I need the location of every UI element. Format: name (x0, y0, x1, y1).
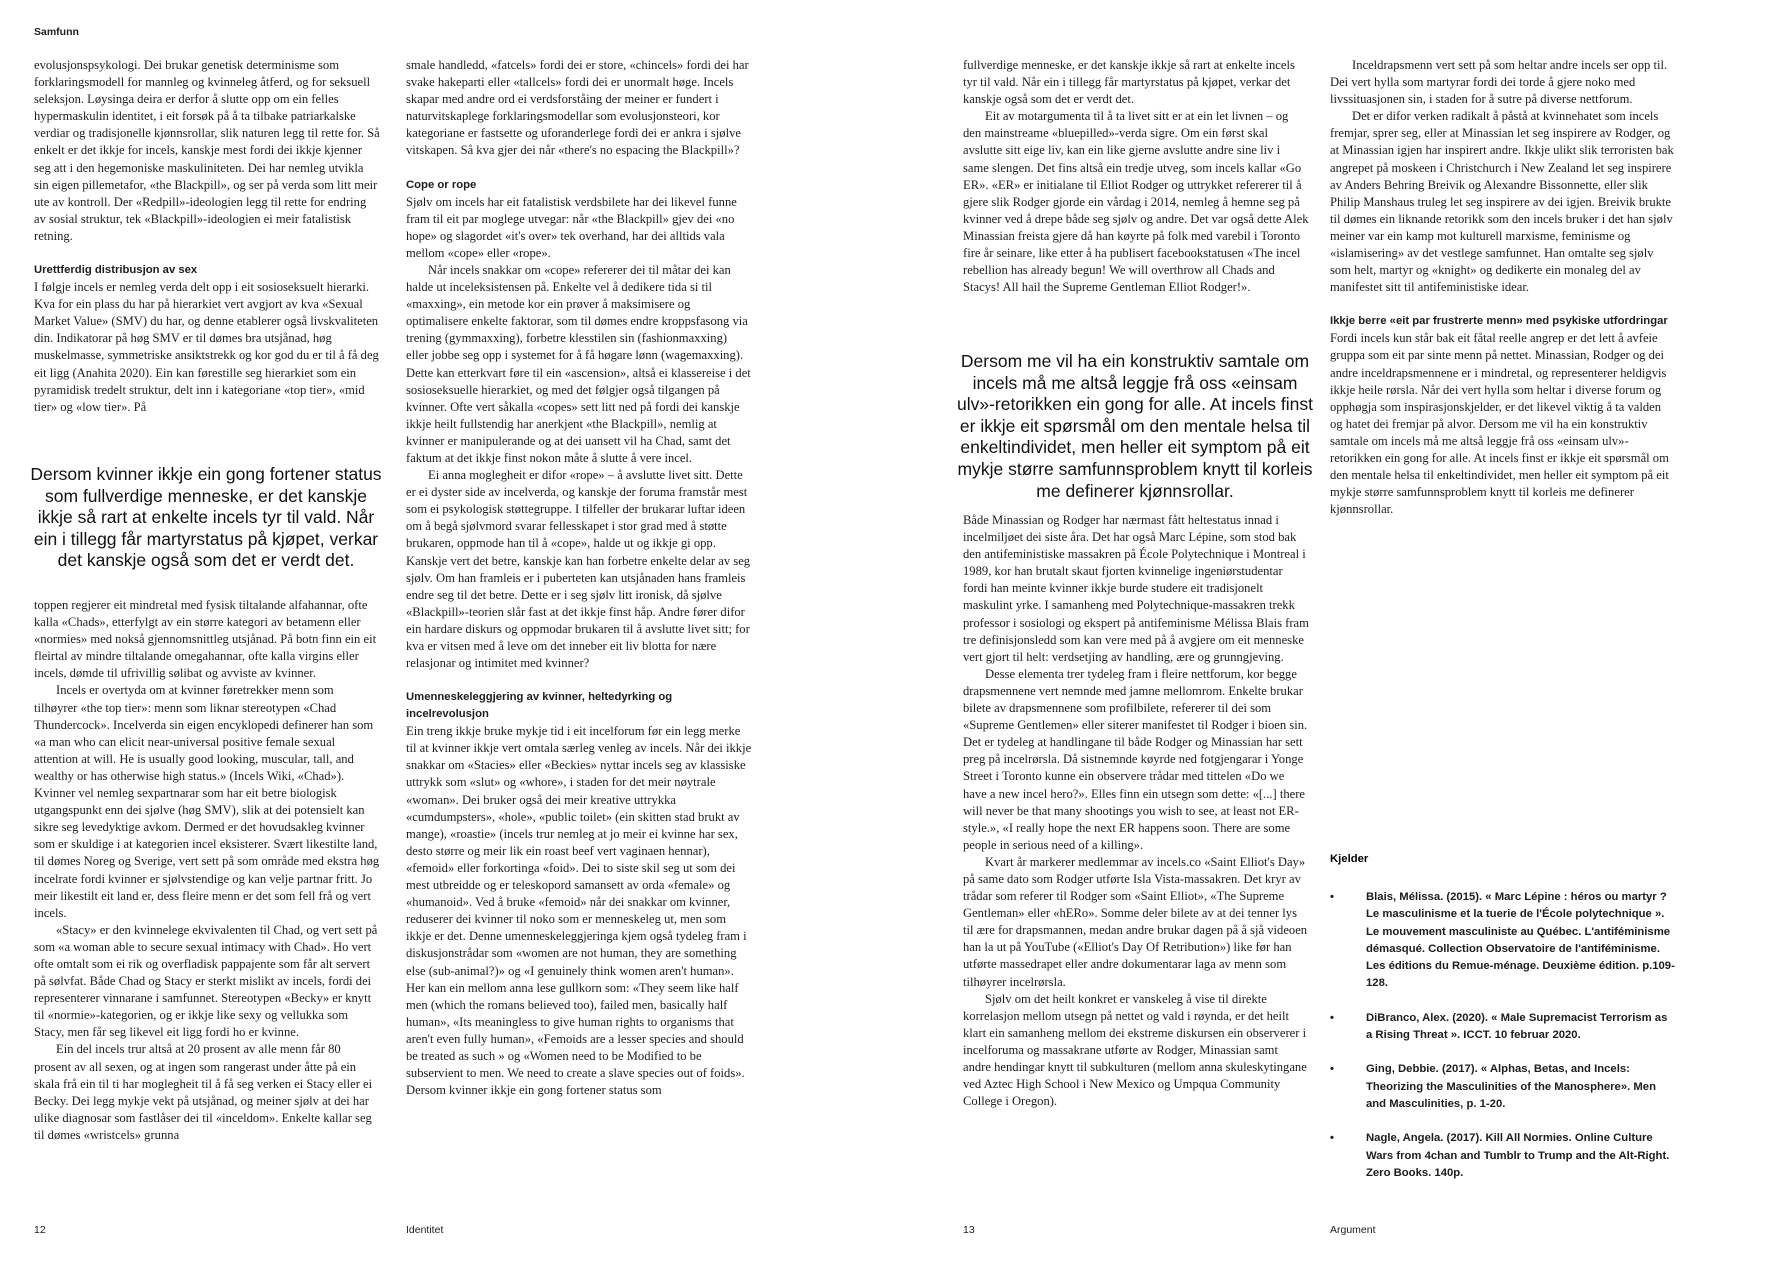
body-paragraph: Incels er overtyda om at kvinner føretrekker menn som tilhøyrer «the top tier»: menn som liknar stereotypen «Chad Thundercock». Incelverda sin eigen encyklopedi definerer han som «a man who can elicit near-universal positive female sexual attention at will. He is usually good looking, muscular, tall, and wealthy or has otherwise high status.» (Incels Wiki, «Chad»). Kvinner vel nemleg sexpartnarar som har eit betre biologisk utgangspunkt enn dei sjølve (høg SMV), slik at dei potensielt kan sikre seg levedyktige avkom. Dermed er det hovudsakleg kvinner som er skuldige i at kategorien incel eksisterer. Svært likestilte land, til dømes Noreg og Sverige, vert sett på som område med ekstra høg incelrate fordi kvinner er sjølvstendige og kan velje partnar fritt. Jo meir likestilt eit land er, dess fleire menn er det som fell frå og vert incels. (34, 683, 380, 920)
running-head: Samfunn (34, 26, 79, 38)
reference-text: Ging, Debbie. (2017). « Alphas, Betas, and Incels: Theorizing the Masculinities of the Manosphere». Men and Masculinities, p. 1-20. (1366, 1063, 1656, 1110)
bullet-icon: • (1330, 1063, 1334, 1076)
reference-item (1330, 1130, 1675, 1182)
section-heading: Ikkje berre «eit par frustrerte menn» med psykiske utfordringar (1330, 315, 1668, 328)
pull-quote-right (957, 351, 1313, 502)
section-label: Identitet (406, 1224, 444, 1236)
reference-text: Blais, Mélissa. (2015). « Marc Lépine : héros ou martyr ? Le masculinisme et la tuerie de l'École polytechnique ». Le mouvement masculiniste au Québec. L'antiféminisme démasqué. Collection Observatoire de l'antiféminisme. Les éditions du Remue-ménage. Deuxième édition. p.109-128. (1366, 891, 1675, 990)
paragraph-gap (406, 160, 752, 177)
paragraph-gap (406, 672, 752, 689)
body-paragraph: smale handledd, «fatcels» fordi dei er store, «chincels» fordi dei har svake hakeparti eller «tallcels» fordi dei er unormalt høge. Incels skapar med andre ord ei verdsforståing der meiner er fundert i naturvitskaplege forklaringsmodellar som evolusjonsteori, kor kategoriane er fastsette og uforanderlege fordi dei er ankra i sjølve vitskapen. Så kva gjer dei når «there's no espacing the Blackpill»? (406, 58, 749, 158)
body-paragraph: Eit av motargumenta til å ta livet sitt er at ein let livnen – og den mainstreame «bluepilled»-verda sigre. Om ein først skal avslutte sitt eige liv, kan ein like gjerne avslutte andre sine liv i same slengen. Det fins altså ein tredje utveg, som incels kallar «Go ER». «ER» er initialane til Elliot Rodger og uttrykket refererer til å gjere slik Rodger gjorde ein vårdag i 2014, nemleg å hemne seg på kvinner ved å drepe både seg sjølv og andre. Det var også dette Alek Minassian freista gjere då han køyrte på folk med varebil i Toronto fire år seinare, like etter å ha publisert facebookstatusen «The incel rebellion has already begun! We will overthrow all Chads and Stacys! All hail the Supreme Gentleman Elliot Rodger!». (963, 109, 1309, 295)
body-paragraph: toppen regjerer eit mindretal med fysisk tiltalande alfahannar, ofte kalla «Chads», etterfylgt av ein større kategori av betamenn eller «normies» med nokså gjennomsnittleg utsjånad. På botn finn ein eit fleirtal av mindre tiltalande omegahannar, ofte kalla virgins eller incels, dømde til ufrivillig sølibat og avviste av kvinner. (34, 598, 377, 681)
right-col1-bottom (963, 512, 1309, 1202)
reference-list (1330, 889, 1675, 1182)
body-paragraph: Ein treng ikkje bruke mykje tid i eit incelforum før ein legg merke til at kvinner ikkje vert omtala særleg venleg av incels. Når dei ikkje snakkar om «Stacies» eller «Beckies» nyttar incels seg av klassiske uttrykk som «slut» og «whore», i staden for det meir nøytrale «woman». Dei bruker også dei meir kreative uttrykka «cumdumpsters», «hole», «public toilet» (ein skitten stad brukt av mange), «roastie» (incels trur nemleg at jo meir ei kvinne har sex, desto større og meir lik ein roast beef vert vaginaen hennar), «femoid» eller forkortinga «foid». Dei to siste skil seg ut som dei mest utbreidde og er teleskopord samansett av orda «female» og «humanoid». Ved å bruke «femoid» når dei snakkar om kvinner, reduserer dei kvinner til noko som er menneskeleg ut, men som ikkje er det. Denne umenneskeleggjeringa kjem også tydeleg fram i diskusjonstrådar som «women are not human, they are something else (sub-animal?)» og «I genuinely think women aren't human». Her kan ein mellom anna lese gullkorn som: «They seem like half men (which the romans believed too), failed men, basically half human», «Its meaningless to give human rights to organisms that aren't even fully human», «Femoids are a lesser species and should be treated as such » og «Women need to be Modified to be subservient to men. We need to create a slave species out of foids». Dersom kvinner ikkje ein gong fortener status som (406, 724, 752, 1098)
reference-text: Nagle, Angela. (2017). Kill All Normies. Online Culture Wars from 4chan and Tumblr to Trump and the Alt-Right. Zero Books. 140p. (1366, 1132, 1670, 1179)
left-col1-top (34, 57, 380, 452)
body-paragraph: Sjølv om det heilt konkret er vanskeleg å vise til direkte korrelasjon mellom utsegn på nettet og vald i røynda, er det heilt klart ein samanheng mellom dei ekstreme diskursen ein observerer i incelforuma og massakrane utførte av Rodger, Minassian samt andre hendingar knytt til subkulturen (mellom anna skuleskytingane ved Aztec High School i New Mexico og Umpqua Community College i Oregon). (963, 991, 1307, 1109)
body-paragraph: Det er difor verken radikalt å påstå at kvinnehatet som incels fremjar, sprer seg, eller at Minassian let seg inspirere av Rodger, og at Minassian igjen har inspirert andre. Ikkje ulikt slik terroristen bak angrepet på moskeen i Christchurch i New Zealand let seg inspirere av Anders Behring Breivik og Alexandre Bissonnette, eller slik Philip Manshaus truleg let seg inspirere av dei igjen. Breivik brukte til dømes ein liknande retorikk som den incels bruker i det han sjølv meiner var ein kamp mot kulturell marxisme, feminisme og «islamisering» av det vestlege samfunnet. Han omtalte seg sjølv som helt, martyr og «knight» og dedikerte ein monaleg del av manifestet sitt til antifeministiske idear. (1330, 109, 1674, 295)
paragraph-gap (34, 245, 380, 262)
references (1330, 853, 1675, 1199)
section-heading: Urettferdig distribusjon av sex (34, 264, 198, 277)
body-paragraph: Både Minassian og Rodger har nærmast fått heltestatus innad i incelmiljøet dei siste åra. Det har også Marc Lépine, som stod bak den antifeministiske massakren på École Polytechnique i Montreal i 1989, kor han brutalt skaut fjorten kvinnelige ingeniørstudentar fordi han meinte kvinner ikkje burde studere eit tradisjonelt maskulint yrke. I samanheng med Polytechnique-massakren trekk professor i sosiologi og ekspert på antifeminisme Mélissa Blais fram tre definisjonsledd som kan vere med på å avgjere om eit menneske vert gjort til helt: verdsetjing av handling, ære og grunngjeving. (963, 513, 1309, 664)
right-page (893, 0, 1785, 1262)
body-paragraph: Ein del incels trur altså at 20 prosent av alle menn får 80 prosent av all sexen, og at ingen som rangerast under åtte på ein skala frå ein til ti har moglegheit til å få seg verken ei Stacy eller ei Becky. Dei legg mykje vekt på utsjånad, og meiner sjølv at dei har ulike diagnosar som fastlåser dei til «inceldom». Enkelte kallar seg til dømes «wristcels» grunna (34, 1042, 373, 1142)
reference-text: DiBranco, Alex. (2020). « Male Supremacist Terrorism as a Rising Threat ». ICCT. 10 februar 2020. (1366, 1011, 1668, 1042)
body-paragraph: Inceldrapsmenn vert sett på som heltar andre incels ser opp til. Dei vert hylla som martyrar fordi dei torde å gjere noko med livssituasjonen sin, i staden for å sutre på diverse nettforum. (1330, 58, 1668, 107)
section-heading: Cope or rope (406, 178, 477, 191)
body-paragraph: Sjølv om incels har eit fatalistisk verdsbilete har dei likevel funne fram til eit par moglege utvegar: når «the Blackpill» gjev dei «no hope» og slagordet «it's over» tek overhand, har dei alltids vala mellom «cope» eller «rope». (406, 194, 737, 260)
body-paragraph: Kvart år markerer medlemmar av incels.co «Saint Elliot's Day» på same dato som Rodger utførte Isla Vista-massakren. Det kryr av trådar som referer til Rodger som «Saint Elliot», «The Supreme Gentleman» eller «hERo». Somme deler bilete av at dei tenner lys til ære for drapsmannen, medan andre brukar dagen på å sjå videoen han la ut på YouTube («Elliot's Day Of Retribution») like før han utførte massedrapet eller andre dokumentarar laga av menn som tilhøyrer incelrørsla. (963, 854, 1308, 989)
pull-quote-left (30, 464, 382, 572)
reference-item (1330, 889, 1675, 993)
body-paragraph: evolusjonspsykologi. Dei brukar genetisk determinisme som forklaringsmodell for mannleg og kvinneleg åtferd, og for seksuell seleksjon. Løysinga deira er derfor å slutte opp om ein felles hypermaskulin identitet, i eit forsøk på å ta tilbake patriarkalske verdiar og tradisjonelle kjønnsrollar, slik naturen legg til rette for. Så enkelt er det ikkje for incels, kanskje mest fordi dei ikkje kjenner seg att i den hegemoniske maskuliniteten. Dei har nemleg utvikla sin eigen pillemetafor, «the Blackpill», og ser på verda som litt meir ute av kontroll. Der «Redpill»-ideologien legg til rette for endring av sosial struktur, tek «Blackpill»-ideologien ei meir fatalistisk retning. (34, 58, 380, 243)
left-col1-bottom (34, 597, 380, 1202)
body-paragraph: Fordi incels kun står bak eit fåtal reelle angrep er det lett å avfeie gruppa som eit par sinte menn på nettet. Minassian, Rodger og dei andre inceldrapsmennene er i mindretal, og representerer heldigvis ikkje heile rørsla. Når dei vert hylla som heltar i diverse forum og opphøgja som inspirasjonskjelder, er det likevel viktig å ta valden og hatet dei fremjar på alvor. Dersom me vil ha ein konstruktiv samtale om incels må me altså leggje frå oss «einsam ulv»-retorikken ein gong for alle. At incels finst er ikkje eit spørsmål om den mentale helsa til enkeltindividet, men heller eit symptom på eit mykje større samfunnsproblem knytt til korleis me definerer kjønnsrollar. (1330, 331, 1669, 517)
bullet-icon: • (1330, 1132, 1334, 1145)
right-col2 (1330, 57, 1675, 597)
body-paragraph: Når incels snakkar om «cope» refererer dei til måtar dei kan halde ut inceleksistensen på. Enkelte vel å dedikere tida si til «maxxing», ein metode kor ein prøver å maksimisere og optimalisere enkelte faktorar, som til dømes endre kroppsfasong via trening (gymmaxxing), forbetre klesstilen sin (fashionmaxxing) eller jobbe seg opp i systemet for å få høgare lønn (wagemaxxing). Dette kan etterkvart føre til ein «ascension», altså ei klassereise i det sosioseksuelle hierarkiet, og med det følgjer også tilgangen på kvinner. Ofte vert såkalla «copes» sett litt ned på fordi dei kanskje ikkje heilt fullstendig har anerkjent «the Blackpill», nemlig at kvinner er manipulerande og at dei uansett vil ha Chad, samt det faktum at det ikkje finst nokon måte å slutte å vere incel. (406, 262, 751, 465)
pull-quote-text: Dersom me vil ha ein konstruktiv samtale om incels må me altså leggje frå oss «einsam ulv»-retorikken ein gong for alle. At incels finst er ikkje eit spørsmål om den mentale helsa til enkeltindividet, men heller eit symptom på eit mykje større samfunnsproblem knytt til korleis me definerer kjønnsrollar. (957, 351, 1314, 501)
bullet-icon: • (1330, 1011, 1334, 1024)
section-label: Argument (1330, 1224, 1376, 1236)
pull-quote-text: Dersom kvinner ikkje ein gong fortener status som fullverdige menneske, er det kanskje ikkje så rart at enkelte incels tyr til vald. Når ein i tillegg får martyrstatus på kjøpet, verkar det kanskje også som det er verdt det. (30, 464, 382, 571)
right-col1-top (963, 57, 1309, 335)
body-paragraph: I følgje incels er nemleg verda delt opp i eit sosioseksuelt hierarki. Kva for ein plass du har på hierarkiet vert avgjort av kva «Sexual Market Value» (SMV) du har, og denne etablerer også livskvaliteten din. Indikatorar på høg SMV er til dømes bra utsjånad, høg muskelmasse, symmetriske ansiktstrekk og kor god du er til å få deg eit ligg (Anahita 2020). Ein kan førestille seg hierarkiet som ein pyramidisk tredelt struktur, delt inn i kategoriane «top tier», «mid tier» og «low tier». På (34, 280, 379, 414)
bullet-icon: • (1330, 891, 1334, 903)
paragraph-gap (1330, 296, 1675, 313)
body-paragraph: Desse elementa trer tydeleg fram i fleire nettforum, kor begge drapsmennene vert nemnde med jamne mellomrom. Enkelte brukar bilete av drapsmennene som profilbilete, refererer til dei som «Supreme Gentlemen» eller siterer manifestet til Rodger i bioen sin. Det er tydeleg at handlingane til både Rodger og Minassian har sett preg på incelrørsla. Då sistnemnde køyrde ned fotgjengarar i Yonge Street i Toronto kunne ein observere trådar med tittelen «Do we have a new incel hero?». Elles finn ein utsegn som dette: «[...] there will never be that many shootings you wish to see, at least not ER-style.», «I really hope the next ER happens soon. There are some people in serious need of a killing». (963, 666, 1308, 852)
body-paragraph: «Stacy» er den kvinnelege ekvivalenten til Chad, og vert sett på som «a woman able to secure sexual intimacy with Chad». Ho vert ofte omtalt som ei rik og overfladisk pappajente som får alt servert på sølvfat. Både Chad og Stacy er sterkt mislikt av incels, fordi dei representerer vinnarane i samfunnet. Stereotypen «Becky» er knytt til «normie»-kategorien, og er ikkje like sexy og vellukka som Stacy, men får seg likevel eit ligg fordi ho er kvinne. (34, 922, 378, 1040)
left-page (0, 0, 892, 1262)
page-number: 13 (963, 1224, 975, 1236)
body-paragraph: fullverdige menneske, er det kanskje ikkje så rart at enkelte incels tyr til vald. Når ein i tillegg får martyrstatus på kjøpet, verkar det kanskje også som det er verdt det. (963, 58, 1295, 107)
left-col2 (406, 57, 752, 1202)
section-heading: Umenneskeleggjering av kvinner, heltedyrking og incelrevolusjon (406, 691, 673, 721)
reference-item (1330, 1010, 1675, 1045)
page-number: 12 (34, 1224, 46, 1236)
body-paragraph: Ei anna moglegheit er difor «rope» – å avslutte livet sitt. Dette er ei dyster side av incelverda, og kanskje der foruma framstår mest som ei psykologisk støttegruppe. I tilfeller der brukarar luftar ideen om å begå sjølvmord svarar fellesskapet i stor grad med å støtte brukaren, oppmode han til å «cope», halde ut og ikkje gi opp. Kanskje vert det betre, kanskje kan han forbetre enkelte delar av seg sjølv. Om han framleis er i puberteten kan utsjånaden hans framleis endre seg til det betre. Dette er i seg sjølv litt ironisk, då sjølve «Blackpill»-teorien slår fast at det ikkje finst håp. Andre fører difor ein hardare diskurs og oppmodar brukaren til å avslutte livet sitt; for kva er vitsen med å leve om det inneber eit liv blotta for nære relasjonar og intimitet med kvinner? (406, 468, 751, 671)
references-heading: Kjelder (1330, 853, 1369, 865)
reference-item (1330, 1061, 1675, 1113)
